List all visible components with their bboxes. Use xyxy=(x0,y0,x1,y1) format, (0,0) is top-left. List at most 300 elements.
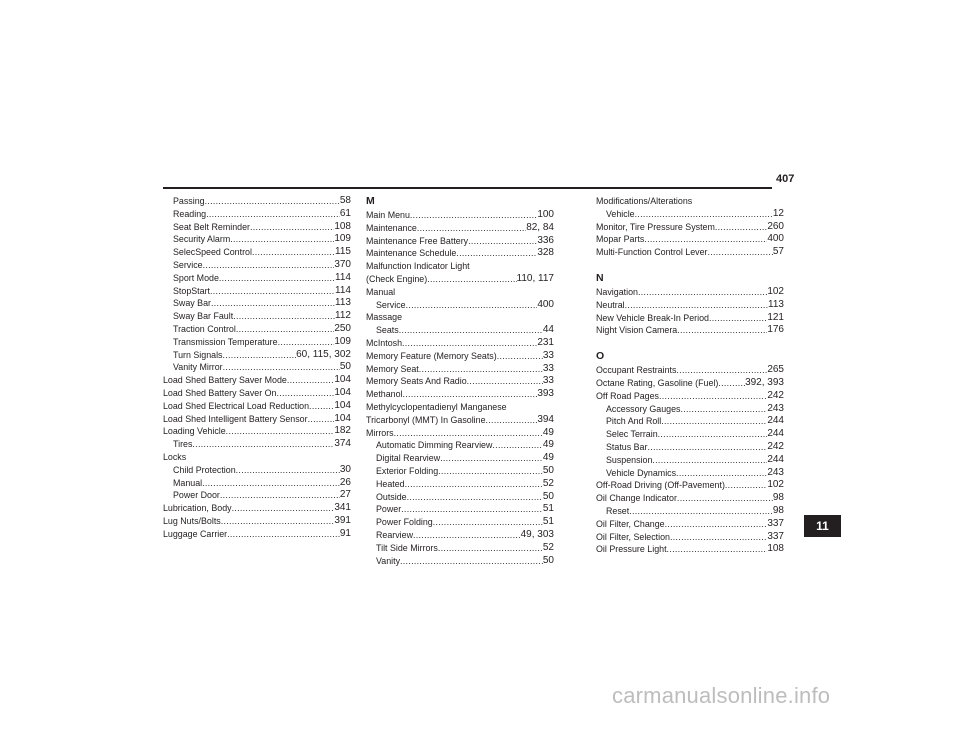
entry-page: 337 xyxy=(767,517,784,529)
entry-page: 391 xyxy=(334,514,351,526)
dot-leader xyxy=(223,349,297,362)
entry-term: Oil Change Indicator xyxy=(596,493,677,504)
entry-term: Navigation xyxy=(596,286,638,297)
entry-page: 176 xyxy=(767,324,784,336)
entry-page: 242 xyxy=(767,440,784,452)
dot-leader xyxy=(278,336,335,349)
index-entry xyxy=(163,528,351,541)
entry-term: Vanity xyxy=(376,555,401,566)
index-entry xyxy=(596,324,784,337)
index-entry xyxy=(596,441,784,454)
index-entry xyxy=(366,555,554,568)
entry-term: Seats xyxy=(376,325,399,336)
entry-term: Exterior Folding xyxy=(376,465,439,476)
dot-leader xyxy=(468,235,537,248)
index-entry xyxy=(366,478,554,491)
index-entry xyxy=(596,390,784,403)
dot-leader xyxy=(210,285,335,298)
index-entry xyxy=(596,403,784,416)
dot-leader xyxy=(226,425,335,438)
index-entry xyxy=(596,518,784,531)
index-entry xyxy=(163,438,351,451)
dot-leader xyxy=(677,492,773,505)
index-entry xyxy=(163,310,351,323)
entry-term: Luggage Carrier xyxy=(163,528,228,539)
dot-leader xyxy=(638,286,767,299)
index-entry xyxy=(163,208,351,221)
dot-leader xyxy=(629,505,773,518)
index-entry xyxy=(163,272,351,285)
entry-term: Octane Rating, Gasoline (Fuel) xyxy=(596,377,719,388)
section-letter-m: M xyxy=(366,195,375,207)
entry-page: 121 xyxy=(767,311,784,323)
index-entry xyxy=(163,349,351,362)
entry-term: Heated xyxy=(376,478,405,489)
dot-leader xyxy=(401,503,543,516)
entry-term: Memory Feature (Memory Seats) xyxy=(366,350,497,361)
entry-page: 60, 115, 302 xyxy=(296,348,351,360)
entry-page: 100 xyxy=(537,209,554,220)
dot-leader xyxy=(707,246,772,259)
index-entry xyxy=(366,427,554,440)
section-letter-o: O xyxy=(596,350,605,363)
watermark: carmanualsonline.info xyxy=(612,683,831,708)
entry-term: Outside xyxy=(376,491,407,502)
index-entry xyxy=(596,208,784,221)
index-entry xyxy=(596,531,784,544)
dot-leader xyxy=(709,312,767,325)
dot-leader xyxy=(308,413,335,426)
entry-page: 57 xyxy=(772,246,784,258)
dot-leader xyxy=(230,233,334,246)
dot-leader xyxy=(407,491,543,504)
entry-page: 49 xyxy=(542,426,554,438)
entry-term: Transmission Temperature xyxy=(173,336,278,347)
entry-page: 231 xyxy=(537,336,554,348)
entry-page: 400 xyxy=(767,233,784,245)
dot-leader xyxy=(205,195,340,208)
dot-leader xyxy=(211,297,335,310)
page-number: 407 xyxy=(776,173,795,185)
dot-leader xyxy=(492,439,542,452)
index-entry: Malfunction Indicator Light xyxy=(366,261,470,272)
dot-leader xyxy=(309,400,334,413)
entry-page: 244 xyxy=(767,453,784,465)
index-entry xyxy=(163,387,351,400)
entry-page: 115 xyxy=(335,246,351,258)
index-entry xyxy=(596,428,784,441)
entry-page: 393 xyxy=(537,388,554,400)
entry-page: 52 xyxy=(542,541,554,553)
dot-leader xyxy=(223,361,340,374)
index-entry: Locks xyxy=(163,451,187,462)
entry-term: Memory Seat xyxy=(366,363,419,374)
index-entry: Massage xyxy=(366,312,403,323)
index-entry xyxy=(596,505,784,518)
entry-page: 104 xyxy=(334,399,351,411)
index-entry xyxy=(366,529,554,542)
entry-term: Sport Mode xyxy=(173,272,219,283)
index-entry xyxy=(366,222,554,235)
entry-term: (Check Engine) xyxy=(366,273,428,284)
index-entry xyxy=(163,502,351,515)
index-entry xyxy=(163,413,351,426)
index-entry xyxy=(596,377,784,390)
dot-leader xyxy=(250,221,334,234)
index-entry xyxy=(366,452,554,465)
entry-term: Seat Belt Reminder xyxy=(173,221,250,232)
entry-term: Tires xyxy=(173,439,193,450)
dot-leader xyxy=(433,516,543,529)
entry-page: 104 xyxy=(334,412,351,424)
entry-term: Passing xyxy=(173,196,205,206)
dot-leader xyxy=(287,374,334,387)
entry-term: Memory Seats And Radio xyxy=(366,376,467,387)
entry-term: Neutral xyxy=(596,299,625,310)
entry-page: 102 xyxy=(767,479,784,491)
entry-term: Oil Pressure Light xyxy=(596,544,667,555)
entry-page: 82, 84 xyxy=(526,221,554,233)
dot-leader xyxy=(233,310,335,323)
index-entry xyxy=(366,414,554,427)
entry-page: 242 xyxy=(767,389,784,401)
dot-leader xyxy=(659,390,767,403)
dot-leader xyxy=(486,414,538,427)
entry-page: 98 xyxy=(772,504,784,516)
index-entry xyxy=(596,479,784,492)
index-entry xyxy=(596,299,784,312)
entry-page: 250 xyxy=(334,322,351,334)
entry-page: 392, 393 xyxy=(745,376,784,388)
dot-leader xyxy=(667,543,768,556)
entry-term: Maintenance Free Battery xyxy=(366,235,469,246)
chapter-tab: 11 xyxy=(804,515,841,537)
dot-leader xyxy=(219,272,335,285)
index-entry xyxy=(366,273,554,286)
entry-term: Occupant Restraints xyxy=(596,365,677,376)
entry-page: 50 xyxy=(542,554,554,566)
entry-term: Manual xyxy=(173,477,203,488)
entry-term: Oil Filter, Change xyxy=(596,518,665,529)
entry-page: 244 xyxy=(767,428,784,440)
index-entry xyxy=(366,235,554,248)
index-entry xyxy=(366,350,554,363)
entry-page: 44 xyxy=(542,324,554,336)
index-entry xyxy=(596,467,784,480)
entry-term: Oil Filter, Selection xyxy=(596,531,670,542)
entry-page: 61 xyxy=(339,207,351,219)
index-entry xyxy=(366,324,554,337)
entry-page: 370 xyxy=(334,258,351,270)
index-entry xyxy=(596,415,784,428)
entry-page: 114 xyxy=(335,271,351,283)
dot-leader xyxy=(413,529,521,542)
index-entry xyxy=(163,285,351,298)
entry-page: 98 xyxy=(772,492,784,504)
entry-page: 33 xyxy=(542,375,554,387)
dot-leader xyxy=(402,337,537,350)
entry-page: 112 xyxy=(335,310,351,322)
entry-page: 52 xyxy=(542,477,554,489)
entry-term: Off-Road Driving (Off-Pavement) xyxy=(596,480,725,491)
entry-page: 243 xyxy=(767,402,784,414)
entry-page: 104 xyxy=(334,386,351,398)
entry-page: 109 xyxy=(334,233,351,245)
dot-leader xyxy=(403,388,538,401)
entry-page: 91 xyxy=(339,527,351,539)
entry-page: 50 xyxy=(339,361,351,373)
index-entry xyxy=(596,286,784,299)
entry-page: 244 xyxy=(767,415,784,427)
index-column-2 xyxy=(366,195,554,567)
dot-leader xyxy=(236,323,335,336)
index-entry xyxy=(596,312,784,325)
dot-leader xyxy=(236,464,340,477)
entry-term: Vehicle Dynamics xyxy=(606,467,677,478)
dot-leader xyxy=(276,387,334,400)
entry-page: 341 xyxy=(334,502,351,514)
entry-term: Tricarbonyl (MMT) In Gasoline xyxy=(366,414,486,425)
entry-page: 260 xyxy=(767,220,784,232)
entry-term: Child Protection xyxy=(173,464,236,475)
dot-leader xyxy=(203,259,335,272)
index-entry: Modifications/Alterations xyxy=(596,196,693,206)
dot-leader xyxy=(676,467,767,480)
dot-leader xyxy=(438,465,543,478)
entry-page: 400 xyxy=(537,298,554,310)
entry-term: Load Shed Battery Saver Mode xyxy=(163,375,287,386)
index-entry xyxy=(366,363,554,376)
index-entry xyxy=(366,247,554,260)
header-rule xyxy=(163,187,772,189)
entry-term: SelecSpeed Control xyxy=(173,247,252,258)
index-entry xyxy=(163,259,351,272)
entry-page: 336 xyxy=(537,234,554,246)
entry-term: Power Folding xyxy=(376,517,433,528)
index-entry xyxy=(163,195,351,208)
entry-page: 102 xyxy=(767,285,784,297)
dot-leader xyxy=(405,478,543,491)
index-entry xyxy=(366,516,554,529)
entry-term: Mirrors xyxy=(366,427,394,438)
dot-leader xyxy=(680,403,767,416)
entry-term: Pitch And Roll xyxy=(606,416,662,427)
dot-leader xyxy=(394,427,543,440)
dot-leader xyxy=(718,377,745,390)
index-entry xyxy=(596,221,784,234)
entry-term: Tilt Side Mirrors xyxy=(376,542,438,553)
entry-page: 51 xyxy=(542,516,554,528)
entry-page: 58 xyxy=(339,195,351,206)
entry-term: Status Bar xyxy=(606,441,648,452)
index-entry xyxy=(163,400,351,413)
dot-leader xyxy=(456,247,537,260)
entry-term: Sway Bar xyxy=(173,298,211,309)
dot-leader xyxy=(427,273,516,286)
index-entry: Manual xyxy=(366,286,396,297)
entry-term: Power Door xyxy=(173,490,220,501)
entry-page: 51 xyxy=(542,503,554,515)
entry-page: 113 xyxy=(335,297,351,309)
entry-term: Automatic Dimming Rearview xyxy=(376,440,493,451)
entry-term: Traction Control xyxy=(173,323,236,334)
index-entry xyxy=(596,454,784,467)
entry-term: Loading Vehicle xyxy=(163,426,226,437)
entry-page: 113 xyxy=(768,298,784,310)
entry-page: 104 xyxy=(334,374,351,386)
index-entry xyxy=(163,297,351,310)
index-entry xyxy=(163,221,351,234)
entry-term: Rearview xyxy=(376,529,413,540)
dot-leader xyxy=(676,364,767,377)
dot-leader xyxy=(227,528,340,541)
entry-term: Off Road Pages xyxy=(596,390,659,401)
dot-leader xyxy=(419,363,543,376)
index-entry xyxy=(596,246,784,259)
entry-term: StopStart xyxy=(173,285,210,296)
index-entry xyxy=(366,388,554,401)
index-entry xyxy=(366,491,554,504)
index-entry xyxy=(163,464,351,477)
dot-leader xyxy=(725,479,767,492)
entry-page: 394 xyxy=(537,413,554,425)
index-entry xyxy=(163,246,351,259)
index-entry: Methylcyclopentadienyl Manganese xyxy=(366,401,507,412)
entry-page: 30 xyxy=(339,463,351,475)
index-entry xyxy=(163,336,351,349)
entry-page: 12 xyxy=(772,207,784,219)
index-entry xyxy=(163,489,351,502)
dot-leader xyxy=(467,375,543,388)
dot-leader xyxy=(417,222,526,235)
entry-term: Main Menu xyxy=(366,210,410,220)
entry-term: Monitor, Tire Pressure System xyxy=(596,221,715,232)
entry-term: Load Shed Battery Saver On xyxy=(163,387,277,398)
entry-term: Maintenance xyxy=(366,222,417,233)
entry-page: 182 xyxy=(334,425,351,437)
entry-term: Accessory Gauges xyxy=(606,403,681,414)
dot-leader xyxy=(658,428,768,441)
entry-page: 243 xyxy=(767,466,784,478)
entry-page: 50 xyxy=(542,464,554,476)
entry-term: Security Alarm xyxy=(173,234,231,245)
entry-term: Load Shed Electrical Load Reduction xyxy=(163,400,310,411)
dot-leader xyxy=(221,515,335,528)
dot-leader xyxy=(647,441,767,454)
entry-page: 49 xyxy=(542,452,554,464)
entry-term: Lubrication, Body xyxy=(163,503,232,514)
entry-term: Turn Signals xyxy=(173,349,223,360)
dot-leader xyxy=(410,209,537,222)
entry-term: Service xyxy=(173,259,203,270)
index-entry xyxy=(366,439,554,452)
dot-leader xyxy=(220,489,340,502)
dot-leader xyxy=(644,233,767,246)
entry-term: Vehicle xyxy=(606,208,635,219)
dot-leader xyxy=(670,531,767,544)
entry-page: 33 xyxy=(542,362,554,374)
index-entry xyxy=(366,542,554,555)
entry-term: Reset xyxy=(606,505,630,516)
index-entry xyxy=(163,323,351,336)
index-entry xyxy=(366,299,554,312)
entry-page: 337 xyxy=(767,530,784,542)
entry-term: Power xyxy=(376,504,402,515)
entry-page: 26 xyxy=(339,476,351,488)
entry-page: 109 xyxy=(334,335,351,347)
index-entry xyxy=(596,233,784,246)
entry-term: Reading xyxy=(173,208,207,219)
entry-term: Service xyxy=(376,299,406,310)
entry-term: Mopar Parts xyxy=(596,234,645,245)
index-entry xyxy=(163,361,351,374)
entry-term: Load Shed Intelligent Battery Sensor xyxy=(163,413,308,424)
entry-term: Digital Rearview xyxy=(376,453,441,464)
entry-page: 108 xyxy=(767,543,784,555)
index-entry xyxy=(596,543,784,556)
index-entry xyxy=(596,364,784,377)
dot-leader xyxy=(252,246,335,259)
entry-page: 49, 303 xyxy=(520,528,554,540)
entry-page: 33 xyxy=(542,349,554,361)
dot-leader xyxy=(677,324,767,337)
dot-leader xyxy=(400,555,543,568)
entry-term: Selec Terrain xyxy=(606,429,658,440)
entry-term: Multi-Function Control Lever xyxy=(596,247,708,258)
index-entry xyxy=(163,515,351,528)
index-entry xyxy=(163,425,351,438)
entry-term: Maintenance Schedule xyxy=(366,248,457,259)
index-column-1 xyxy=(163,195,351,541)
dot-leader xyxy=(635,208,773,221)
index-entry xyxy=(366,209,554,222)
dot-leader xyxy=(715,221,767,234)
index-entry xyxy=(366,503,554,516)
entry-page: 265 xyxy=(767,364,784,376)
entry-term: Methanol xyxy=(366,389,403,400)
dot-leader xyxy=(497,350,543,363)
entry-page: 110, 117 xyxy=(516,272,554,284)
entry-term: Vanity Mirror xyxy=(173,362,223,373)
dot-leader xyxy=(202,477,340,490)
dot-leader xyxy=(661,415,767,428)
entry-term: Lug Nuts/Bolts xyxy=(163,515,221,526)
index-entry xyxy=(163,374,351,387)
entry-page: 328 xyxy=(537,247,554,259)
entry-page: 114 xyxy=(335,284,351,296)
index-entry xyxy=(366,465,554,478)
entry-page: 27 xyxy=(339,489,351,501)
index-column-3 xyxy=(596,195,784,556)
entry-page: 49 xyxy=(542,439,554,451)
index-entry xyxy=(596,492,784,505)
dot-leader xyxy=(665,518,768,531)
entry-page: 50 xyxy=(542,490,554,502)
entry-term: Suspension xyxy=(606,454,653,465)
dot-leader xyxy=(406,299,538,312)
dot-leader xyxy=(399,324,543,337)
section-letter-n: N xyxy=(596,271,604,284)
index-entry xyxy=(366,375,554,388)
index-entry xyxy=(163,477,351,490)
entry-term: Sway Bar Fault xyxy=(173,311,234,322)
index-entry xyxy=(163,233,351,246)
index-entry xyxy=(366,337,554,350)
dot-leader xyxy=(192,438,334,451)
dot-leader xyxy=(206,208,340,221)
dot-leader xyxy=(440,452,543,465)
dot-leader xyxy=(232,502,335,515)
